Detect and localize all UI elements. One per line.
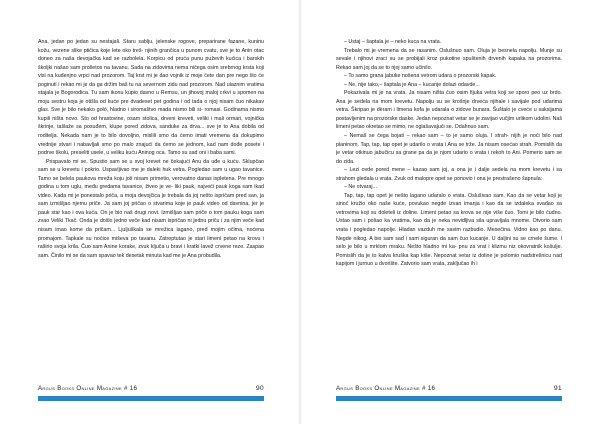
paragraph: Ana, jedan po jedan su nestajali. Staru sablju, jelenske rogove, preparirane fazane, kuninu kožu, vezene slike ptičica koje lete oko treš- njinih grančica u punom cvatu, sve je to Anin otac donео za naša devojačka kad se razbolela. Korpicu od pruća punu puževih kućica i barskih školjki našao sam prošetos na tavanu. Sada na zidovima nema ničega osim srebrnog krsta koji visi na kuđenjno vrpci nad prozorom. Taj krst mi je dao vojnik iz moje čete dan pre nego što će poginuti i rekao mi je da ga držim baš tu na severnom zidu nad prozorom. Nad ulaznim vratima stajala je Bogorodica. Tu sam ikonu kupio davno u Remsu, un jihovoj maloj crkvi u spomen na moju sestru koja je otišla od kuće pre dvadeset pet godina i od tada o njoj nisam čuo nikakav glas. Sve je bilo nekako gołó, hladno i siromaštvo mada nismo bili si- romasi. Godinama nismo kupili ništa novo. Sto od hrastovine, osam stolica, drveni kreveti, veliki i mali ormari, vojnička škrinje, tašlaže sa posuđem, klupe pored zidova, sanduke za drva... sve je to Ana dobila od roditelja. Nekada nam je to bilo dovoljno, mislili smo da ćemo imati vremena da dokupimo vredniје stvari i nabavljali smo po malo znajući da ćemo se jednom, kad nam dođe posete i podrve školu, preseliti usele, u veliku kuću Aninog oca. Tamo su sad oni i baba sami. (38, 39, 264, 157)
paragraph: – To samo grana jabuke nošena vetrom udara o prozorski kapak. (344, 73, 497, 80)
right-page-text (336, 38, 562, 269)
right-page (300, 0, 600, 424)
page-number: 91 (553, 385, 562, 392)
paragraph: Prispavalo mi se. Spustio sam se u svoj krevet ne čekajući Anu da uđe u kuću. Sklupčao sam se u krevetu i pokrio. Uspavljivao me je daleki huk vetra. Pogledao sam u ugao tavanice. Tamo se belela paukova mreža koju još nisam primetio, verovatno danas ispletena. Pre mnogo godina u tom uglu, među gredama tavanice, živeo je ve- liki pauk, najveći pauk koga sam ikad video. Kada mi je ponestalo priča, a moja devojčica je trebala da joj nešto ispričam pred san, ja sam izmišljao njemu priče. Ja sam joj pričao o stvarima koje je pauk video od davnina, jer je pauk star kao i ova kuća. On je bio naš drugi novi. Izmišljao sam priče o tom pauku koga sam zvao Veliki Tkač. Onda je došlo jedno veče kad nisam ispričao ni jednu priču i za njim veče kad nisam imao kome da pričam... Ljuljuškala se mrežica lagano, pred mojim očima, noćena promajom. Tapkale su noćice miševa po tavanu. Zatreptutao je stari limeni petao na krovu i raširio svoja krila. Čuo sam Anine korake, zvuk ključa u bravi i kratki lavež crvene reze. Zaspao sam. Činilo mi se da sam spavao tek desetak minuta kad me je Ana probudila. (38, 158, 264, 259)
paragraph: Tap, tap, tap opet je nešto lagano udaralo o vrata. Oslušivao sam. Kao da se vetar koji je sinoć kružio oko naše kuće, povukao negde izvan imanja i kao da se izdaleka svađao sa vetrovima koji su doleteli iz doline. Limeni petao sa krova se nije više čuo. Tomi je bilo čudno. Ustao sam i pošao ka vratima, kao da je neka nevidljiva sila upravljala mnome. Otvorio sam vrata i pogledao napolje. Hladan vazduh me savim razbudio. Mesečina. Vidno kao po danu. Negde nikog. A bio sam sad i sam siguran da sam čuo kucanje. U daljini su se crnele šume. I selo je bilo u mrklom mraku. Nešto hladno mi ka- pnu za vrat i klizmu niz okovratnik košulje. Pomislih da je to kalva kruška kap kiše. Nepoznat vetar iz doline je polomio nadstrešnicu nad kapijom i jurnuo u dvorište. Zatvorio sam vrata, zaključao ih i (336, 192, 562, 268)
footer-rule (336, 396, 562, 401)
left-page-text (38, 38, 264, 260)
paragraph: – Ne, nije tako,– šaptala je Ana – kucanje dolazi odavde... (344, 81, 480, 88)
page-number: 90 (255, 385, 264, 392)
paragraph: – Lezi ovde pored mene – kazao sam joj, a ona je i dalje sedela na mom krevetu i sa strahom gledala u vrata. Zvuk od malopre opet se ponovio i ona je prestrašeno šapnula: (336, 167, 562, 182)
right-page-footer (336, 384, 562, 394)
paragraph: Trebalo mi je vremena da se rasanim. Oslušnuo sam. Oluja je besnela napolju. Munje su sevale i njihovi zraci su se probijali kroz pukotine spuštenih drvenih kapaka na prozorima. Rekao sam joj da se to njoj samo učinilo. (336, 47, 562, 71)
paragraph: – Ustaj – šaptala je – neko kuca na vrata. (344, 39, 442, 45)
paragraph: Pokazivala mi je na vrata. Ja nisam ništa čuo osim fijuka vetra koji se sporo peo uz brdo. Ana je sedela na mom krevetu. Napolju su se krošnje drveća njihale i savijale pod udarima vetra. Škripao je dèram i limena kofa je udarala o zidove bunara. Šuštalo je cveće u saksijama postavljenim na prozorske daske. Jedan nepoznat vetar se je zavijao vučjim urlikom udolini. Naš limeni petao okretao se mimo, ne oglašavajući se. Odahnuo sam. (336, 90, 562, 131)
paragraph: – Nemaš se čega bojati – rekao sam – to je samo oluja. I strah- nijih je noći bilo nad planinom. Tap, tap, tap opet je udarilo o vrata i Ana se trže. Ja nisam osećao strah. Pomislih da je vetar otkinuo jabučicu sa grane pa da je njom udario o vrata i rekoh to Ani. Pomerio sam se do zida. (336, 133, 562, 165)
paragraph: – Ne otvaraj... (344, 184, 377, 191)
magazine-title: Argus Books Online Magazine # 16 (336, 385, 436, 392)
footer-rule (38, 396, 264, 401)
magazine-title: Argus Books Online Magazine # 16 (38, 385, 138, 392)
left-page-footer (38, 384, 264, 394)
